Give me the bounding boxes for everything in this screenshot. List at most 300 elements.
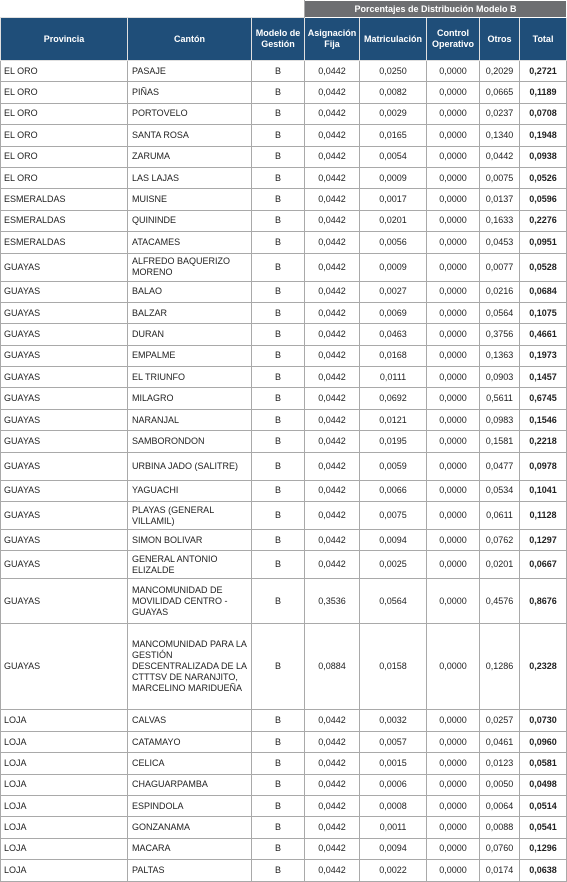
cell-control: 0,0000 [427,125,480,146]
cell-total: 0,0596 [520,189,567,210]
cell-canton: ATACAMES [128,232,252,253]
cell-asignacion: 0,0442 [305,146,360,167]
table-row [1,753,567,774]
cell-modelo: B [252,367,305,388]
cell-canton: CALVAS [128,710,252,731]
cell-modelo: B [252,189,305,210]
cell-otros: 0,0088 [480,817,520,838]
cell-provincia: GUAYAS [1,253,128,281]
table-row [1,502,567,530]
cell-total: 0,1457 [520,367,567,388]
col-header-modelo: Modelo de Gestión [252,18,305,61]
cell-asignacion: 0,0442 [305,253,360,281]
cell-matriculacion: 0,0032 [360,710,427,731]
cell-modelo: B [252,838,305,859]
cell-total: 0,2328 [520,624,567,710]
cell-modelo: B [252,82,305,103]
cell-total: 0,1546 [520,409,567,430]
cell-otros: 0,1286 [480,624,520,710]
cell-control: 0,0000 [427,795,480,816]
cell-modelo: B [252,232,305,253]
cell-asignacion: 0,0442 [305,551,360,579]
cell-otros: 0,0237 [480,103,520,124]
cell-provincia: GUAYAS [1,367,128,388]
cell-total: 0,4661 [520,324,567,345]
cell-control: 0,0000 [427,302,480,323]
cell-provincia: GUAYAS [1,345,128,366]
cell-matriculacion: 0,0168 [360,345,427,366]
table-body [1,61,567,882]
table-row [1,530,567,551]
cell-matriculacion: 0,0201 [360,210,427,231]
cell-canton: LAS LAJAS [128,167,252,188]
cell-total: 0,0638 [520,860,567,881]
cell-control: 0,0000 [427,388,480,409]
cell-matriculacion: 0,0027 [360,281,427,302]
cell-provincia: GUAYAS [1,530,128,551]
cell-asignacion: 0,0442 [305,281,360,302]
cell-provincia: GUAYAS [1,480,128,501]
cell-control: 0,0000 [427,232,480,253]
cell-provincia: GUAYAS [1,624,128,710]
cell-provincia: LOJA [1,753,128,774]
cell-provincia: GUAYAS [1,502,128,530]
col-header-otros: Otros [480,18,520,61]
table-row [1,324,567,345]
cell-control: 0,0000 [427,624,480,710]
cell-control: 0,0000 [427,345,480,366]
cell-canton: ESPINDOLA [128,795,252,816]
cell-otros: 0,2029 [480,61,520,82]
cell-asignacion: 0,0442 [305,480,360,501]
cell-otros: 0,0665 [480,82,520,103]
cell-provincia: GUAYAS [1,302,128,323]
cell-asignacion: 0,3536 [305,579,360,624]
cell-modelo: B [252,146,305,167]
table-row [1,579,567,624]
cell-otros: 0,1363 [480,345,520,366]
cell-canton: URBINA JADO (SALITRE) [128,452,252,480]
cell-otros: 0,1633 [480,210,520,231]
cell-asignacion: 0,0442 [305,210,360,231]
cell-canton: DURAN [128,324,252,345]
cell-total: 0,8676 [520,579,567,624]
cell-provincia: GUAYAS [1,409,128,430]
cell-provincia: ESMERALDAS [1,210,128,231]
cell-canton: MILAGRO [128,388,252,409]
cell-control: 0,0000 [427,281,480,302]
cell-matriculacion: 0,0564 [360,579,427,624]
cell-otros: 0,5611 [480,388,520,409]
cell-provincia: LOJA [1,731,128,752]
cell-modelo: B [252,302,305,323]
cell-control: 0,0000 [427,324,480,345]
cell-otros: 0,0453 [480,232,520,253]
cell-modelo: B [252,817,305,838]
table-row [1,860,567,881]
cell-asignacion: 0,0442 [305,103,360,124]
cell-provincia: EL ORO [1,103,128,124]
cell-control: 0,0000 [427,82,480,103]
cell-canton: SIMON BOLIVAR [128,530,252,551]
cell-modelo: B [252,345,305,366]
cell-total: 0,0730 [520,710,567,731]
cell-control: 0,0000 [427,551,480,579]
cell-canton: SANTA ROSA [128,125,252,146]
cell-canton: YAGUACHI [128,480,252,501]
cell-total: 0,0960 [520,731,567,752]
cell-matriculacion: 0,0009 [360,253,427,281]
cell-total: 0,1041 [520,480,567,501]
col-header-canton: Cantón [128,18,252,61]
cell-control: 0,0000 [427,253,480,281]
table-row [1,82,567,103]
col-header-total: Total [520,18,567,61]
cell-total: 0,0951 [520,232,567,253]
cell-asignacion: 0,0442 [305,232,360,253]
table-row [1,146,567,167]
cell-provincia: LOJA [1,817,128,838]
table-row [1,345,567,366]
cell-modelo: B [252,452,305,480]
cell-otros: 0,0760 [480,838,520,859]
cell-provincia: GUAYAS [1,452,128,480]
cell-otros: 0,0216 [480,281,520,302]
cell-matriculacion: 0,0056 [360,232,427,253]
cell-provincia: GUAYAS [1,324,128,345]
cell-matriculacion: 0,0057 [360,731,427,752]
cell-canton: CELICA [128,753,252,774]
cell-modelo: B [252,624,305,710]
cell-provincia: GUAYAS [1,579,128,624]
cell-otros: 0,0762 [480,530,520,551]
table-header [1,1,567,61]
cell-control: 0,0000 [427,367,480,388]
cell-asignacion: 0,0884 [305,624,360,710]
cell-provincia: GUAYAS [1,431,128,452]
cell-modelo: B [252,710,305,731]
cell-matriculacion: 0,0054 [360,146,427,167]
cell-modelo: B [252,774,305,795]
cell-canton: BALAO [128,281,252,302]
cell-total: 0,1948 [520,125,567,146]
table-row [1,731,567,752]
col-header-control: Control Operativo [427,18,480,61]
cell-control: 0,0000 [427,167,480,188]
table-row [1,210,567,231]
cell-modelo: B [252,167,305,188]
cell-matriculacion: 0,0075 [360,502,427,530]
cell-otros: 0,0534 [480,480,520,501]
cell-provincia: LOJA [1,795,128,816]
cell-matriculacion: 0,0011 [360,817,427,838]
table-row [1,452,567,480]
cell-provincia: LOJA [1,838,128,859]
cell-matriculacion: 0,0121 [360,409,427,430]
cell-total: 0,0667 [520,551,567,579]
cell-otros: 0,0050 [480,774,520,795]
cell-matriculacion: 0,0066 [360,480,427,501]
cell-asignacion: 0,0442 [305,530,360,551]
cell-control: 0,0000 [427,838,480,859]
cell-control: 0,0000 [427,409,480,430]
cell-canton: PLAYAS (GENERAL VILLAMIL) [128,502,252,530]
cell-canton: SAMBORONDON [128,431,252,452]
cell-total: 0,1128 [520,502,567,530]
cell-canton: EL TRIUNFO [128,367,252,388]
cell-total: 0,1189 [520,82,567,103]
col-header-matriculacion: Matriculación [360,18,427,61]
cell-otros: 0,0075 [480,167,520,188]
cell-asignacion: 0,0442 [305,61,360,82]
table-row [1,388,567,409]
cell-modelo: B [252,103,305,124]
cell-asignacion: 0,0442 [305,838,360,859]
cell-modelo: B [252,579,305,624]
group-header: Porcentajes de Distribución Modelo B [305,1,567,18]
cell-asignacion: 0,0442 [305,388,360,409]
cell-total: 0,6745 [520,388,567,409]
cell-asignacion: 0,0442 [305,502,360,530]
table-row [1,838,567,859]
col-header-asignacion: Asignación Fija [305,18,360,61]
table-row [1,167,567,188]
cell-canton: EMPALME [128,345,252,366]
cell-otros: 0,0461 [480,731,520,752]
cell-total: 0,0526 [520,167,567,188]
cell-otros: 0,0137 [480,189,520,210]
cell-asignacion: 0,0442 [305,189,360,210]
cell-total: 0,0528 [520,253,567,281]
cell-control: 0,0000 [427,103,480,124]
table-row [1,710,567,731]
cell-modelo: B [252,388,305,409]
cell-matriculacion: 0,0158 [360,624,427,710]
table-row [1,480,567,501]
cell-matriculacion: 0,0025 [360,551,427,579]
cell-canton: CATAMAYO [128,731,252,752]
table-row [1,624,567,710]
cell-otros: 0,4576 [480,579,520,624]
cell-asignacion: 0,0442 [305,452,360,480]
cell-control: 0,0000 [427,579,480,624]
cell-modelo: B [252,753,305,774]
cell-total: 0,0541 [520,817,567,838]
cell-control: 0,0000 [427,753,480,774]
cell-modelo: B [252,409,305,430]
cell-asignacion: 0,0442 [305,324,360,345]
cell-canton: PORTOVELO [128,103,252,124]
table-row [1,232,567,253]
cell-control: 0,0000 [427,146,480,167]
cell-otros: 0,0123 [480,753,520,774]
cell-total: 0,1297 [520,530,567,551]
cell-matriculacion: 0,0082 [360,82,427,103]
cell-provincia: GUAYAS [1,551,128,579]
cell-total: 0,0684 [520,281,567,302]
cell-canton: BALZAR [128,302,252,323]
cell-modelo: B [252,281,305,302]
cell-matriculacion: 0,0017 [360,189,427,210]
cell-asignacion: 0,0442 [305,431,360,452]
cell-asignacion: 0,0442 [305,731,360,752]
cell-matriculacion: 0,0006 [360,774,427,795]
cell-otros: 0,0174 [480,860,520,881]
cell-otros: 0,1340 [480,125,520,146]
cell-otros: 0,0903 [480,367,520,388]
cell-otros: 0,3756 [480,324,520,345]
table-row [1,817,567,838]
cell-provincia: EL ORO [1,125,128,146]
table-row [1,253,567,281]
cell-canton: MUISNE [128,189,252,210]
cell-asignacion: 0,0442 [305,82,360,103]
cell-total: 0,1973 [520,345,567,366]
cell-asignacion: 0,0442 [305,367,360,388]
cell-canton: PASAJE [128,61,252,82]
cell-matriculacion: 0,0059 [360,452,427,480]
cell-total: 0,0708 [520,103,567,124]
cell-modelo: B [252,480,305,501]
header-spacer [1,1,305,18]
cell-control: 0,0000 [427,530,480,551]
cell-provincia: GUAYAS [1,281,128,302]
cell-canton: PIÑAS [128,82,252,103]
cell-canton: QUININDE [128,210,252,231]
cell-total: 0,0514 [520,795,567,816]
cell-provincia: EL ORO [1,146,128,167]
table-row [1,431,567,452]
cell-total: 0,2276 [520,210,567,231]
cell-otros: 0,0201 [480,551,520,579]
col-header-provincia: Provincia [1,18,128,61]
cell-matriculacion: 0,0111 [360,367,427,388]
cell-matriculacion: 0,0029 [360,103,427,124]
cell-control: 0,0000 [427,860,480,881]
table-row [1,125,567,146]
cell-provincia: EL ORO [1,167,128,188]
cell-modelo: B [252,731,305,752]
cell-matriculacion: 0,0692 [360,388,427,409]
cell-asignacion: 0,0442 [305,125,360,146]
table-row [1,103,567,124]
cell-matriculacion: 0,0069 [360,302,427,323]
cell-modelo: B [252,210,305,231]
cell-provincia: GUAYAS [1,388,128,409]
table-row [1,367,567,388]
table-row [1,189,567,210]
cell-otros: 0,0442 [480,146,520,167]
cell-asignacion: 0,0442 [305,167,360,188]
cell-asignacion: 0,0442 [305,409,360,430]
cell-otros: 0,0477 [480,452,520,480]
cell-total: 0,0498 [520,774,567,795]
cell-modelo: B [252,431,305,452]
cell-modelo: B [252,253,305,281]
cell-provincia: EL ORO [1,61,128,82]
cell-total: 0,2721 [520,61,567,82]
cell-modelo: B [252,61,305,82]
cell-matriculacion: 0,0195 [360,431,427,452]
cell-matriculacion: 0,0250 [360,61,427,82]
cell-otros: 0,0077 [480,253,520,281]
cell-canton: ZARUMA [128,146,252,167]
cell-asignacion: 0,0442 [305,345,360,366]
cell-matriculacion: 0,0009 [360,167,427,188]
cell-control: 0,0000 [427,480,480,501]
cell-modelo: B [252,125,305,146]
cell-control: 0,0000 [427,817,480,838]
cell-control: 0,0000 [427,731,480,752]
cell-provincia: EL ORO [1,82,128,103]
cell-asignacion: 0,0442 [305,753,360,774]
cell-total: 0,0978 [520,452,567,480]
cell-total: 0,1296 [520,838,567,859]
cell-modelo: B [252,530,305,551]
cell-canton: GONZANAMA [128,817,252,838]
table-row [1,302,567,323]
cell-asignacion: 0,0442 [305,302,360,323]
cell-matriculacion: 0,0008 [360,795,427,816]
cell-control: 0,0000 [427,502,480,530]
cell-control: 0,0000 [427,774,480,795]
cell-otros: 0,0064 [480,795,520,816]
cell-total: 0,2218 [520,431,567,452]
cell-canton: GENERAL ANTONIO ELIZALDE [128,551,252,579]
cell-canton: MANCOMUNIDAD DE MOVILIDAD CENTRO - GUAYAS [128,579,252,624]
cell-otros: 0,0611 [480,502,520,530]
cell-asignacion: 0,0442 [305,795,360,816]
cell-control: 0,0000 [427,710,480,731]
table-row [1,795,567,816]
cell-canton: PALTAS [128,860,252,881]
cell-asignacion: 0,0442 [305,710,360,731]
cell-otros: 0,0983 [480,409,520,430]
cell-asignacion: 0,0442 [305,774,360,795]
cell-matriculacion: 0,0463 [360,324,427,345]
cell-matriculacion: 0,0094 [360,838,427,859]
cell-provincia: ESMERALDAS [1,189,128,210]
cell-modelo: B [252,502,305,530]
cell-control: 0,0000 [427,431,480,452]
cell-otros: 0,0564 [480,302,520,323]
cell-matriculacion: 0,0094 [360,530,427,551]
cell-modelo: B [252,551,305,579]
cell-canton: ALFREDO BAQUERIZO MORENO [128,253,252,281]
cell-asignacion: 0,0442 [305,860,360,881]
table-row [1,774,567,795]
cell-matriculacion: 0,0015 [360,753,427,774]
cell-matriculacion: 0,0165 [360,125,427,146]
table-row [1,409,567,430]
cell-otros: 0,0257 [480,710,520,731]
cell-provincia: LOJA [1,710,128,731]
cell-canton: MANCOMUNIDAD PARA LA GESTIÓN DESCENTRALIZADA DE LA CTTTSV DE NARANJITO, MARCELINO MARIDUEÑA [128,624,252,710]
cell-total: 0,0581 [520,753,567,774]
cell-total: 0,0938 [520,146,567,167]
table-row [1,61,567,82]
cell-total: 0,1075 [520,302,567,323]
cell-provincia: ESMERALDAS [1,232,128,253]
cell-provincia: LOJA [1,860,128,881]
cell-modelo: B [252,324,305,345]
cell-control: 0,0000 [427,189,480,210]
cell-canton: MACARA [128,838,252,859]
cell-otros: 0,1581 [480,431,520,452]
cell-canton: NARANJAL [128,409,252,430]
cell-canton: CHAGUARPAMBA [128,774,252,795]
cell-control: 0,0000 [427,61,480,82]
